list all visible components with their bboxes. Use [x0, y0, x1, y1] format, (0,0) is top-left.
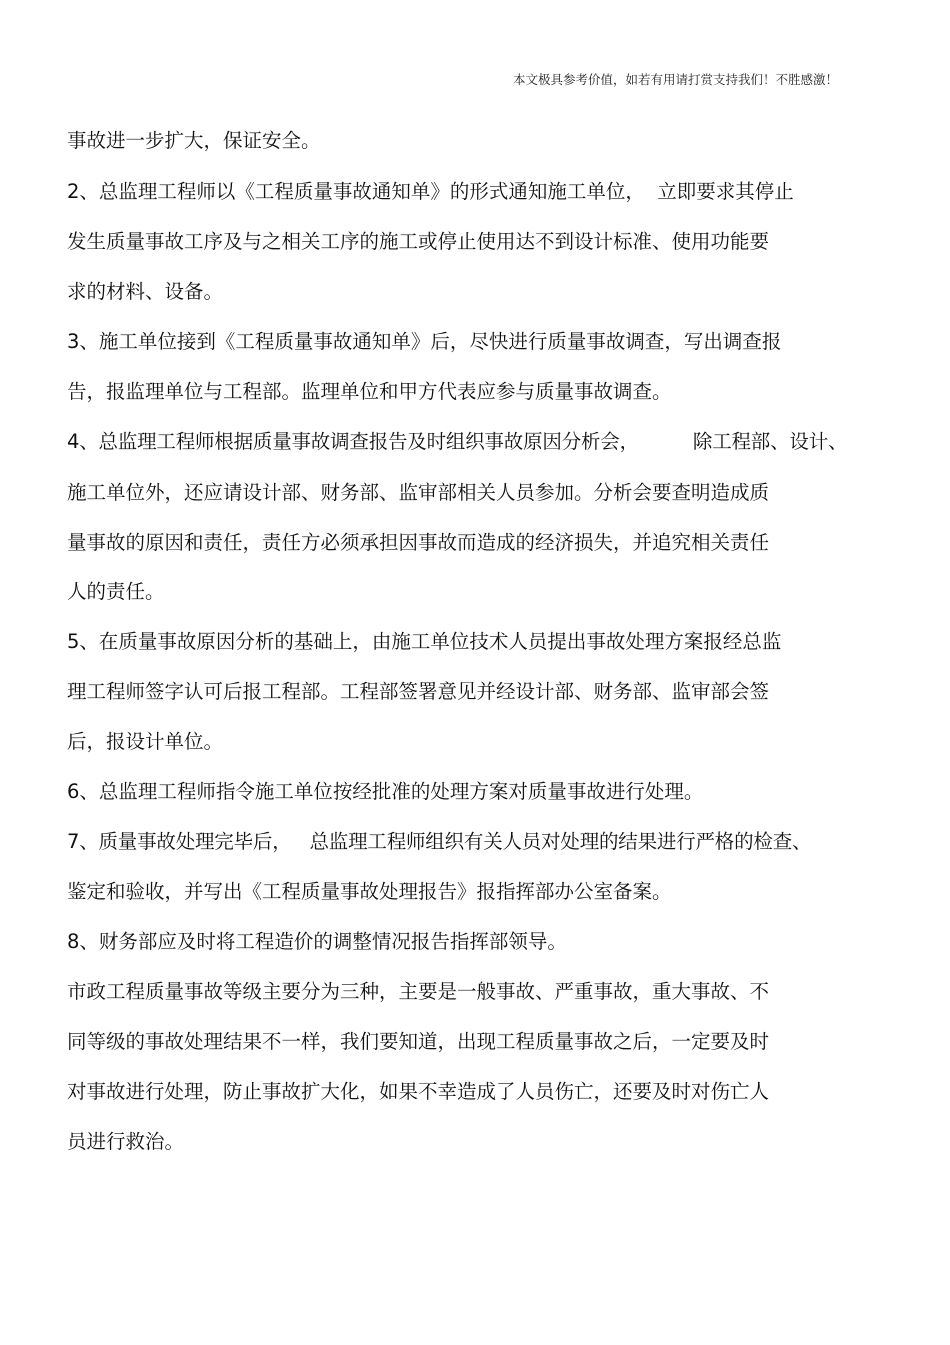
- text-line: 发生质量事故工序及与之相关工序的施工或停止使用达不到设计标准、使用功能要: [67, 230, 770, 253]
- text-line: 鉴定和验收，并写出《工程质量事故处理报告》报指挥部办公室备案。: [67, 880, 672, 903]
- header-note: 本文极具参考价值，如若有用请打赏支持我们！不胜感激！: [512, 72, 838, 87]
- text-line: 后，报设计单位。: [67, 730, 224, 753]
- text-line: 人的责任。: [67, 580, 165, 603]
- text-line: 对事故进行处理，防止事故扩大化，如果不幸造成了人员伤亡，还要及时对伤亡人: [67, 1080, 770, 1103]
- text-line: 施工单位外，还应请设计部、财务部、监审部相关人员参加。分析会要查明造成质: [67, 481, 770, 504]
- text-line: 7、质量事故处理完毕后， 总监理工程师组织有关人员对处理的结果进行严格的检查、: [67, 830, 812, 853]
- text-line: 员进行救治。: [67, 1130, 185, 1153]
- text-line: 8、财务部应及时将工程造价的调整情况报告指挥部领导。: [67, 930, 567, 953]
- text-line: 4、总监理工程师根据质量事故调查报告及时组织事故原因分析会， 除工程部、设计、: [67, 430, 848, 453]
- text-line: 市政工程质量事故等级主要分为三种，主要是一般事故、严重事故，重大事故、不: [67, 980, 770, 1003]
- text-line: 事故进一步扩大，保证安全。: [67, 129, 321, 152]
- text-line: 6、总监理工程师指令施工单位按经批准的处理方案对质量事故进行处理。: [67, 780, 704, 803]
- text-line: 理工程师签字认可后报工程部。工程部签署意见并经设计部、财务部、监审部会签: [67, 680, 770, 703]
- text-line: 同等级的事故处理结果不一样，我们要知道，出现工程质量事故之后，一定要及时: [67, 1030, 770, 1053]
- text-line: 求的材料、设备。: [67, 280, 224, 303]
- text-line: 3、施工单位接到《工程质量事故通知单》后，尽快进行质量事故调查，写出调查报: [67, 330, 782, 353]
- text-line: 量事故的原因和责任，责任方必须承担因事故而造成的经济损失，并追究相关责任: [67, 531, 770, 554]
- text-line: 告，报监理单位与工程部。监理单位和甲方代表应参与质量事故调查。: [67, 380, 672, 403]
- text-line: 5、在质量事故原因分析的基础上，由施工单位技术人员提出事故处理方案报经总监: [67, 630, 782, 653]
- text-line: 2、总监理工程师以《工程质量事故通知单》的形式通知施工单位， 立即要求其停止: [67, 180, 794, 203]
